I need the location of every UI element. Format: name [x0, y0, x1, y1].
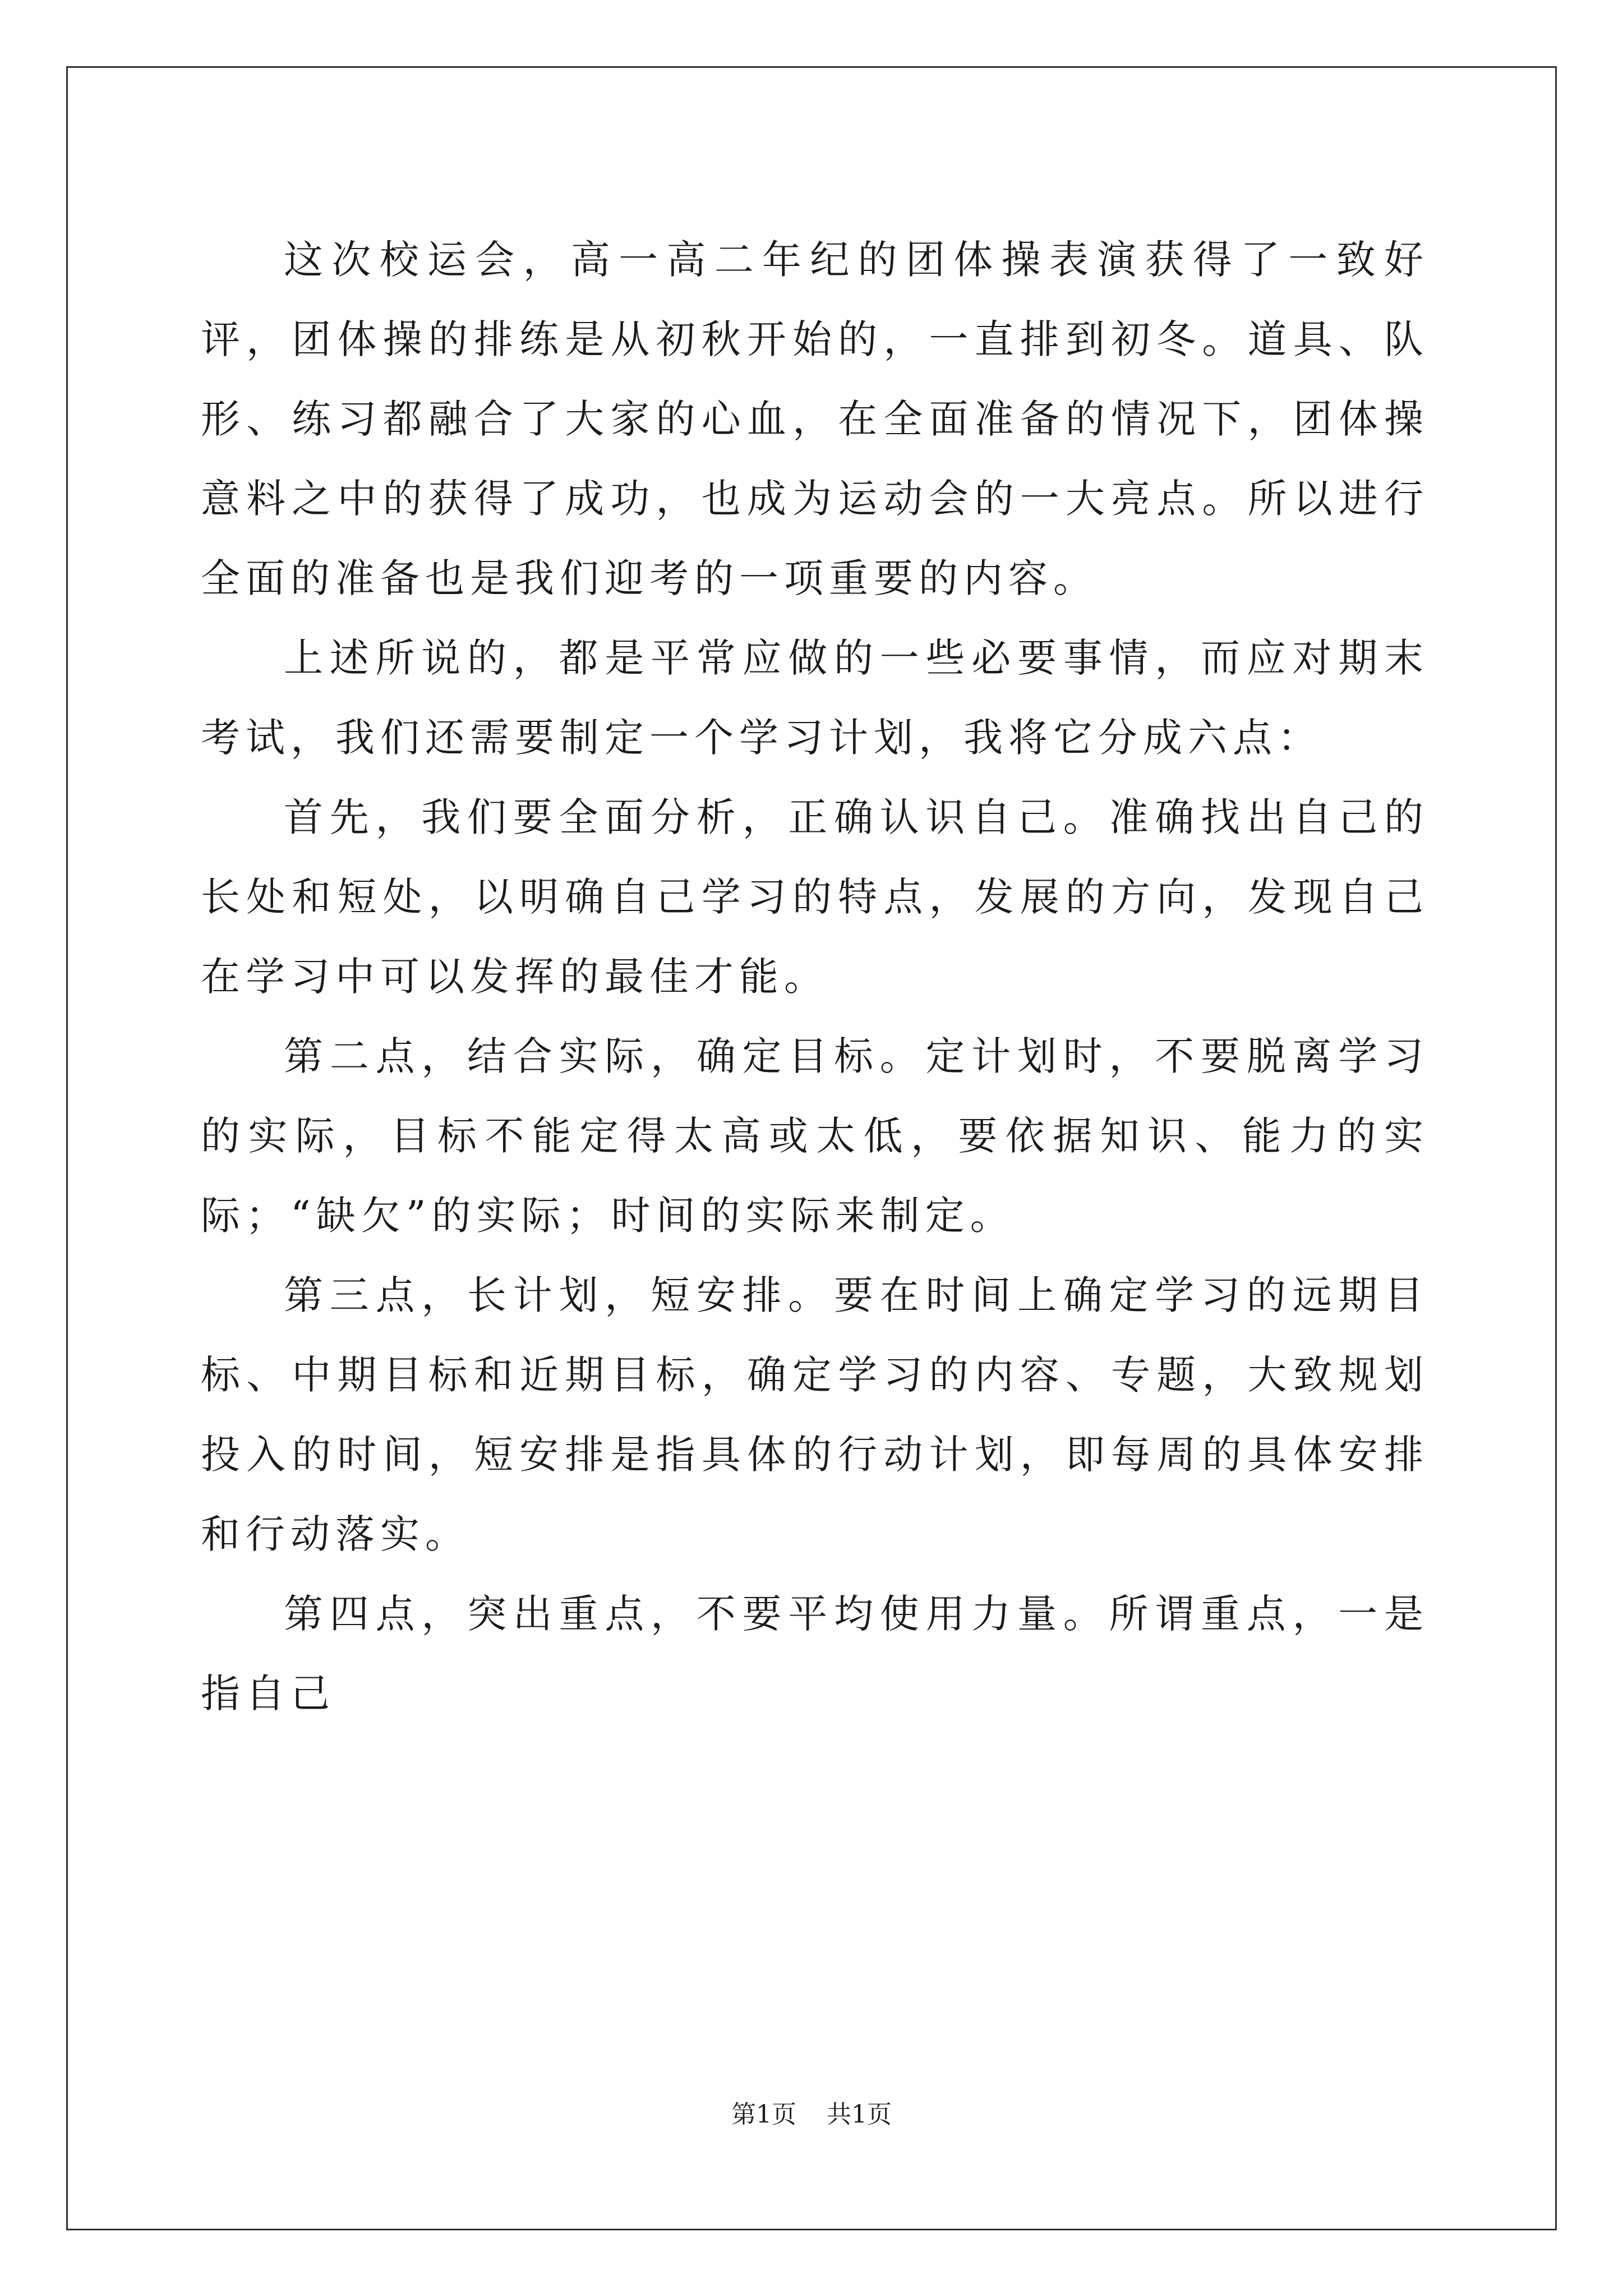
- paragraph-5: 第三点，长计划，短安排。要在时间上确定学习的远期目标、中期目标和近期目标，确定学习的内容、专题，大致规划投入的时间，短安排是指具体的行动计划，即每周的具体安排和行动落实。: [201, 1272, 1429, 1557]
- paragraph-1: 这次校运会，高一高二年纪的团体操表演获得了一致好评，团体操的排练是从初秋开始的，一直排到初冬。道具、队形、练习都融合了大家的心血，在全面准备的情况下，团体操意料之中的获得了成功，也成为运动会的一大亮点。所以进行全面的准备也是我们迎考的一项重要的内容。: [201, 237, 1429, 601]
- document-body: [201, 220, 1429, 1733]
- page-footer: [0, 2098, 1623, 2132]
- paragraph-2: 上述所说的，都是平常应做的一些必要事情，而应对期末考试，我们还需要制定一个学习计划，我将它分成六点：: [201, 635, 1429, 761]
- paragraph-6: 第四点，突出重点，不要平均使用力量。所谓重点，一是指自己: [201, 1591, 1429, 1717]
- page-number-total: 共1页: [827, 2100, 892, 2129]
- paragraph-4: 第二点，结合实际，确定目标。定计划时，不要脱离学习的实际，目标不能定得太高或太低，要依据知识、能力的实际；“缺欠”的实际；时间的实际来制定。: [201, 1033, 1429, 1239]
- paragraph-3: 首先，我们要全面分析，正确认识自己。准确找出自己的长处和短处，以明确自己学习的特点，发展的方向，发现自己在学习中可以发挥的最佳才能。: [201, 794, 1429, 1000]
- page-number-current: 第1页: [731, 2100, 796, 2129]
